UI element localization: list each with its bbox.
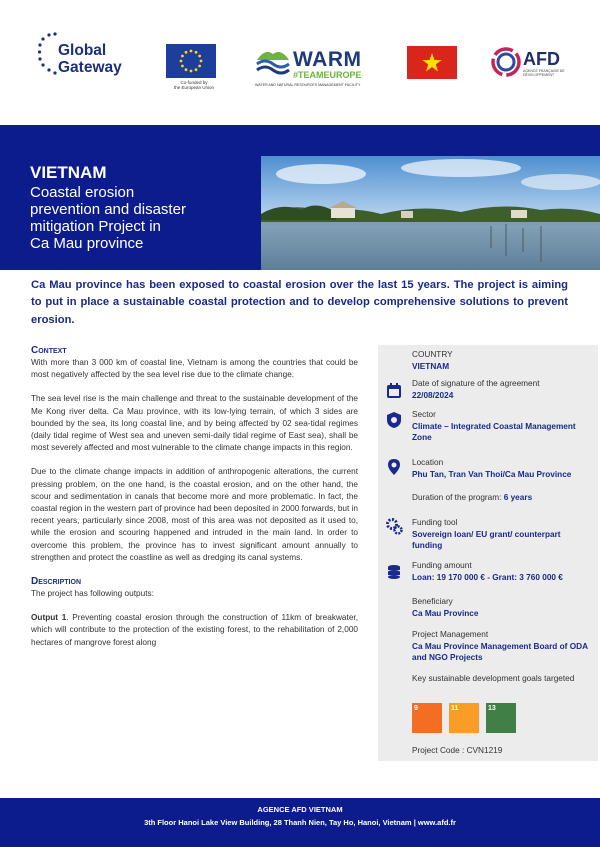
global-gateway-line2: Gateway	[58, 59, 122, 76]
project-title-line: prevention and disaster	[30, 201, 186, 218]
warm-subtitle: #TEAMEUROPE	[293, 70, 362, 80]
footer	[0, 798, 600, 847]
sdg-number: 13	[488, 705, 496, 712]
afd-title: AFD	[523, 49, 560, 69]
header-logos	[0, 0, 600, 125]
footer-address: 3th Floor Hanoi Lake View Building, 28 Thanh Nien, Tay Ho, Hanoi, Vietnam | www.afd.fr	[144, 818, 456, 827]
project-info-sidebar	[378, 345, 598, 761]
funding-tool-value: Sovereign loan/ EU grant/ counterpart funding	[412, 529, 561, 550]
description-heading: Description	[31, 576, 82, 588]
beneficiary-field	[412, 596, 478, 619]
sdg-field	[412, 673, 582, 685]
description-intro: The project has following outputs:	[31, 589, 154, 599]
output-1-label: Output 1	[31, 613, 67, 623]
project-management-value: Ca Mau Province Management Board of ODA and NGO Projects	[412, 641, 588, 662]
landscape-wave-icon	[255, 46, 291, 80]
vietnam-flag-icon	[407, 46, 457, 79]
global-gateway-logo	[38, 32, 148, 84]
duration-label: Duration of the program:	[412, 493, 504, 502]
project-title	[30, 184, 240, 252]
coastal-village-photo	[261, 156, 600, 270]
funding-tool-label: Funding tool	[412, 518, 458, 527]
afd-circle-icon	[490, 46, 522, 78]
sdg-number: 9	[414, 705, 418, 712]
context-heading: Context	[31, 345, 67, 356]
eu-caption-line1: Co-funded by	[180, 80, 208, 85]
location-label: Location	[412, 458, 444, 467]
beneficiary-label: Beneficiary	[412, 597, 453, 606]
footer-agency: AGENCE AFD VIETNAM	[257, 805, 343, 814]
coins-stack-icon	[385, 563, 403, 581]
output-1-text: . Preventing coastal erosion through the construction of 11km of breakwater, which will contribute to the protection of the existing forest, to the rehabilitation of 2,000 hectares of mangrove forest along	[31, 613, 358, 647]
context-paragraph: Due to the climate change impacts in addition of anthropogenic alterations, the current pressing problem, on the one hand, is the coastal erosion, and on the other hand, the scour and sedimentation in canals that become more and more problematic. In fact, the coastal region in the western part of province had been deposited in 2000 forwards, but in recent years, particularly since 2008, most of this area was not deposited as it used to, while the erosion and scouring happened and intruded in the main land. In order to overcome this problem, the province has to invest significant amount annually to strengthen and protect the coastline as well as dredging its canal systems.	[31, 467, 358, 562]
funding-amount-label: Funding amount	[412, 561, 472, 570]
eu-flag-icon	[166, 44, 216, 78]
sdg-number: 11	[451, 705, 459, 712]
country-title: VIETNAM	[30, 163, 107, 182]
project-title-line: mitigation Project in	[30, 218, 161, 235]
intro-summary: Ca Mau province has been exposed to coastal erosion over the last 15 years. The project is aiming to put in place a sustainable coastal protection and to develop comprehensive solutions to prevent erosion.	[31, 279, 568, 326]
warm-logo	[255, 44, 375, 92]
project-management-field	[412, 629, 592, 664]
output-1-paragraph	[31, 612, 358, 649]
sdg-11-icon	[449, 703, 479, 733]
context-paragraph: The sea level rise is the main challenge and threat to the sustainable development of the Me Kong river delta. Ca Mau province, with its low-lying terrain, of which 3 sides are bounded by the sea, its long coastal line, and by being affected by 02 sea-tidal regimes (daily tidal regime of West sea and uneven semi-daily tidal regime of East sea), shall be most severely affected and most vulnerable to the climate change impacts in this region.	[31, 394, 358, 453]
sdg-label: Key sustainable development goals targeted	[412, 674, 575, 683]
beneficiary-value: Ca Mau Province	[412, 608, 479, 618]
project-title-line: Ca Mau province	[30, 235, 144, 252]
banner-text	[30, 163, 240, 252]
country-label: COUNTRY	[412, 350, 453, 359]
signature-date-field	[412, 378, 540, 401]
location-field	[412, 457, 571, 480]
sector-value: Climate – Integrated Coastal Management Zone	[412, 421, 576, 442]
calendar-icon	[385, 382, 403, 400]
global-gateway-line1: Global	[58, 42, 107, 59]
country-field	[412, 349, 453, 372]
duration-field	[412, 492, 532, 504]
main-text-column	[31, 345, 358, 661]
eu-caption-line2: the European Union	[173, 85, 215, 90]
sdg-13-icon	[486, 703, 516, 733]
afd-subtitle: AGENCE FRANÇAISE DE DÉVELOPPEMENT	[523, 69, 565, 77]
sector-field	[412, 409, 582, 444]
funding-amount-field	[412, 560, 563, 583]
sector-shield-icon	[385, 411, 403, 429]
signature-date-label: Date of signature of the agreement	[412, 379, 540, 388]
gears-icon	[385, 517, 403, 535]
warm-title: WARM	[293, 48, 362, 71]
project-title-line: Coastal erosion	[30, 184, 135, 201]
funding-tool-field	[412, 517, 582, 552]
location-value: Phu Tan, Tran Van Thoi/Ca Mau Province	[412, 469, 572, 479]
project-management-label: Project Management	[412, 630, 489, 639]
country-value: VIETNAM	[412, 361, 450, 371]
afd-logo	[490, 44, 570, 84]
project-code: Project Code : CVN1219	[412, 746, 503, 755]
location-pin-icon	[385, 458, 403, 476]
warm-caption: WATER AND NATURAL RESOURCES MANAGEMENT FACILITY	[255, 83, 361, 87]
funding-amount-value: Loan: 19 170 000 € - Grant: 3 760 000 €	[412, 572, 563, 582]
sector-label: Sector	[412, 410, 436, 419]
context-paragraph: With more than 3 000 km of coastal line, Vietnam is among the countries that could be most negatively affected by the sea level rise due to the climate change.	[31, 358, 358, 380]
signature-date-value: 22/08/2024	[412, 390, 454, 400]
eu-cofunded-logo	[166, 44, 218, 92]
duration-value: 6 years	[503, 493, 533, 502]
sdg-9-icon	[412, 703, 442, 733]
